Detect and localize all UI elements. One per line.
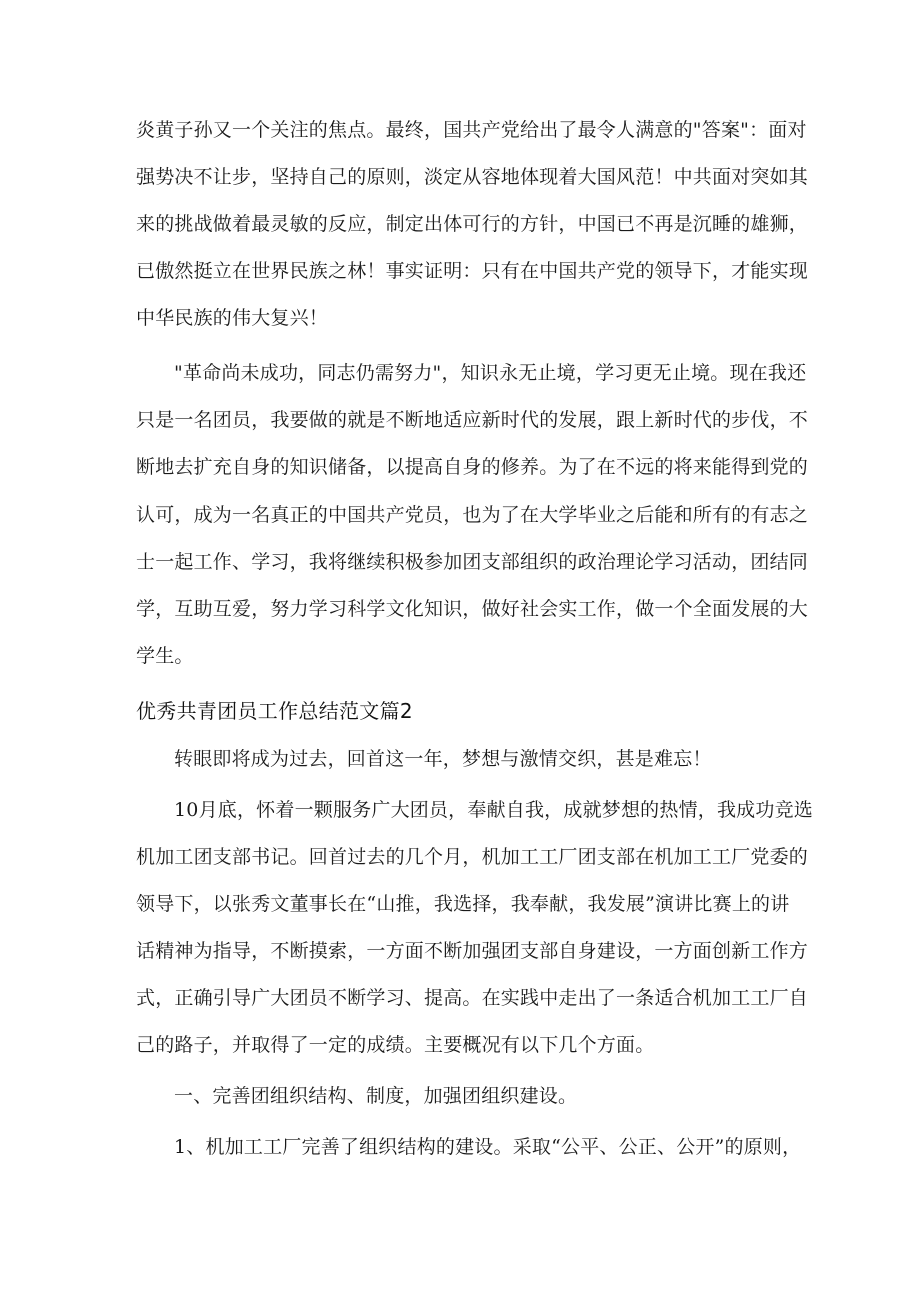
paragraph-1-line-1: 炎黄子孙又一个关注的焦点。最终，国共产党给出了最令人满意的"答案"：面对 bbox=[136, 119, 807, 141]
section-2-paragraph-2-line-2: 机加工团支部书记。回首过去的几个月，机加工工厂团支部在机加工工厂党委的 bbox=[136, 846, 809, 868]
section-2-paragraph-2-line-1: 10月底，怀着一颗服务广大团员，奉献自我，成就梦想的热情，我成功竞选 bbox=[174, 799, 813, 821]
paragraph-2-line-4: 认可，成为一名真正的中国共产党员，也为了在大学毕业之后能和所有的有志之 bbox=[136, 504, 809, 526]
section-2-paragraph-2-line-6: 己的路子，并取得了一定的成绩。主要概况有以下几个方面。 bbox=[136, 1034, 655, 1056]
paragraph-2-line-7: 学生。 bbox=[136, 645, 194, 667]
paragraph-2-line-6: 学，互助互爱，努力学习科学文化知识，做好社会实工作，做一个全面发展的大 bbox=[136, 598, 809, 620]
paragraph-1-line-4: 已傲然挺立在世界民族之林！事实证明：只有在中国共产党的领导下，才能实现 bbox=[136, 260, 809, 282]
paragraph-2-line-1: "革命尚未成功，同志仍需努力"，知识永无止境，学习更无止境。现在我还 bbox=[174, 362, 807, 384]
section-2-paragraph-2-line-3: 领导下，以张秀文董事长在“山推，我选择，我奉献，我发展”演讲比赛上的讲 bbox=[136, 893, 790, 915]
paragraph-1-line-3: 来的挑战做着最灵敏的反应，制定出体可行的方针，中国已不再是沉睡的雄狮， bbox=[136, 213, 809, 235]
paragraph-1-line-2: 强势决不让步，坚持自己的原则，淡定从容地体现着大国风范！中共面对突如其 bbox=[136, 166, 809, 188]
paragraph-2-line-5: 士一起工作、学习，我将继续积极参加团支部组织的政治理论学习活动，团结同 bbox=[136, 551, 809, 573]
section-2-paragraph-2-line-5: 式，正确引导广大团员不断学习、提高。在实践中走出了一条适合机加工工厂自 bbox=[136, 987, 809, 1009]
paragraph-2-line-2: 只是一名团员，我要做的就是不断地适应新时代的发展，跟上新时代的步伐，不 bbox=[136, 409, 809, 431]
section-2-paragraph-4-line-1: 1、机加工工厂完善了组织结构的建设。采取“公平、公正、公开”的原则， bbox=[174, 1136, 802, 1158]
paragraph-2-line-3: 断地去扩充自身的知识储备，以提高自身的修养。为了在不远的将来能得到党的 bbox=[136, 456, 809, 478]
section-2-paragraph-1: 转眼即将成为过去，回首这一年，梦想与激情交织，甚是难忘！ bbox=[174, 748, 712, 770]
section-heading: 优秀共青团员工作总结范文篇2 bbox=[136, 699, 413, 723]
paragraph-1-line-5: 中华民族的伟大复兴！ bbox=[136, 307, 329, 329]
section-2-paragraph-3: 一、完善团组织结构、制度，加强团组织建设。 bbox=[174, 1085, 578, 1107]
section-2-paragraph-2-line-4: 话精神为指导，不断摸索，一方面不断加强团支部自身建设，一方面创新工作方 bbox=[136, 940, 809, 962]
